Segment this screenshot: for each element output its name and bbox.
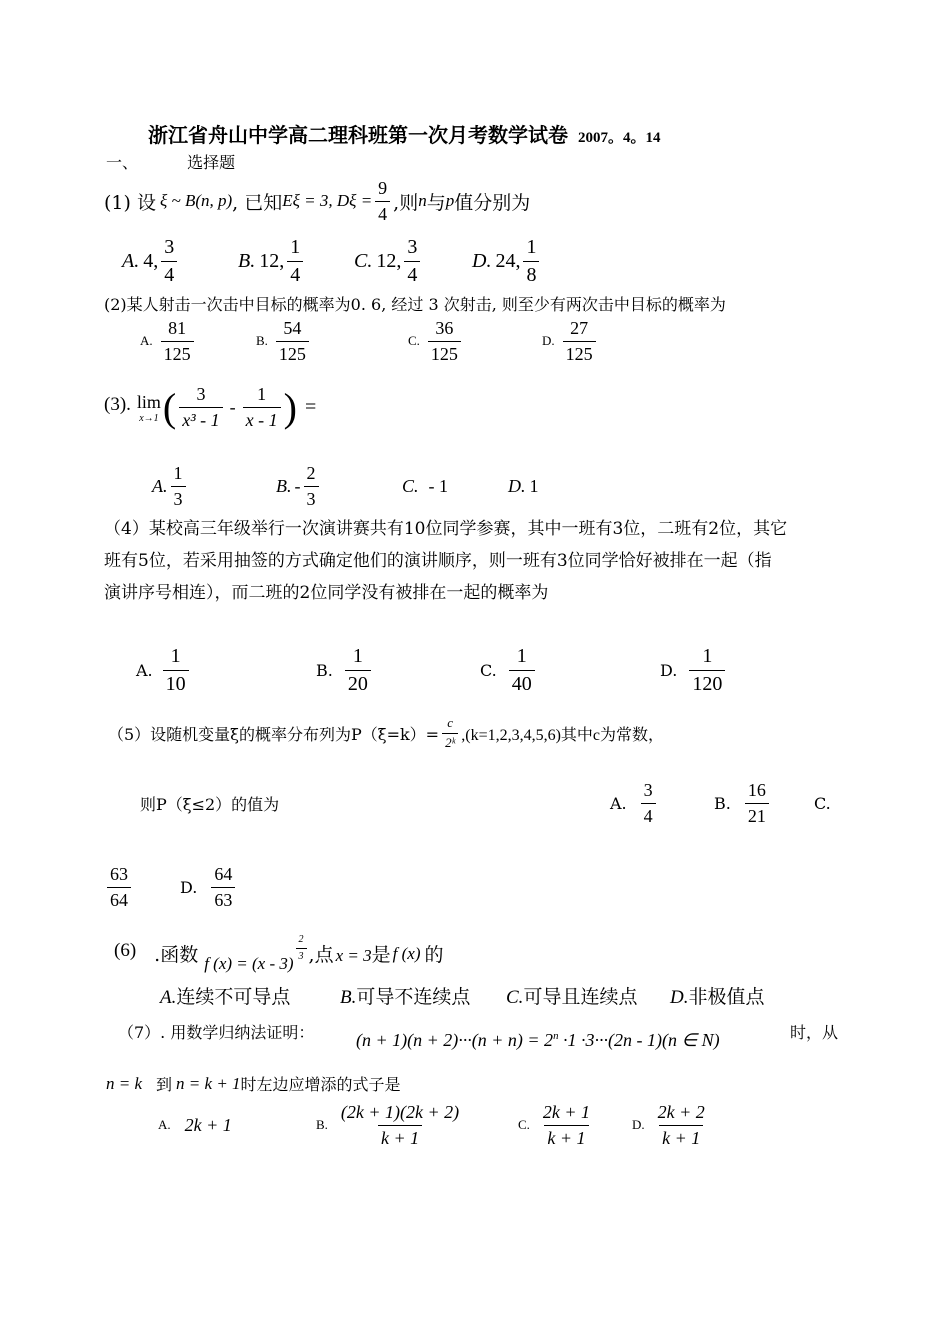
q7-option-b[interactable]: B. $\frac{(2k + 1)(2k + 2)}{k + 1}$ (316, 1102, 460, 1148)
q3-right-paren: ) (283, 385, 297, 430)
q6-fx: f (x) (392, 944, 421, 963)
q5-option-c-label[interactable]: C. (814, 793, 831, 813)
q5-options-row-1 (610, 780, 831, 826)
q5-prefix: （5）设随机变量ξ的概率分布列为P（ξ=k）= (108, 724, 440, 744)
q5-fraction: $\frac{c}{\text{2ᵏ}}$ (442, 716, 458, 751)
q2-option-a[interactable]: A. $\frac{81}{125}$ (140, 318, 256, 364)
q1-options (122, 236, 542, 287)
q6-number: (6) (114, 940, 137, 961)
q6-function: f (x) = (x - 3) (204, 954, 294, 973)
q3-fraction-2: $\frac{1}{x - 1}$ (243, 384, 281, 430)
q3-option-a[interactable]: A. $\frac{1}{3}$ (152, 463, 276, 509)
q7-formula: $(n + 1)(n + 2)\cdot\cdot\cdot(n + n) = 2^n \cdot 1 \cdot 3\cdot\cdot\cdot(2n - 1)(n$ ∈ N) (356, 1030, 720, 1050)
q1-condition: Eξ = 3, Dξ = (282, 191, 373, 211)
q6-option-c[interactable]: C.可导且连续点 (506, 986, 638, 1008)
q3-options (152, 463, 539, 509)
q6-options (160, 982, 765, 1009)
q6-of: 的 (424, 944, 444, 966)
question-5-line-2: 则P（ξ≤2）的值为 (140, 795, 280, 814)
q3-minus: - (229, 397, 236, 417)
q7-next: n = k + 1 (176, 1073, 241, 1093)
q7-option-c[interactable]: C. $\frac{2k + 1}{k + 1}$ (518, 1102, 591, 1148)
q1-option-c[interactable]: C. 12, $\frac{3}{4}$ (354, 236, 472, 287)
q2-option-d[interactable]: D. $\frac{27}{125}$ (542, 318, 599, 364)
q1-tail-3: 值分别为 (454, 191, 531, 214)
page-title (148, 119, 661, 148)
question-4-line-3: 演讲序号相连），而二班的2位同学没有被排在一起的概率为 (104, 583, 549, 603)
q2-option-b[interactable]: B. $\frac{54}{125}$ (256, 318, 408, 364)
q1-option-a[interactable]: A. 4, $\frac{3}{4}$ (122, 236, 238, 287)
q6-option-a[interactable]: A.连续不可导点 (160, 986, 291, 1008)
q3-left-paren: ( (162, 385, 177, 430)
section-heading (106, 150, 235, 173)
q5-option-d[interactable]: D. $\frac{64}{63}$ (180, 864, 238, 910)
question-7 (118, 1016, 848, 1056)
q4-option-c[interactable]: C. $\frac{1}{40}$ (480, 645, 660, 696)
q4-option-a[interactable]: A. $\frac{1}{10}$ (136, 645, 316, 696)
q1-tail-2: 与 (426, 191, 446, 214)
question-2: (2)某人射击一次击中目标的概率为0. 6, 经过 3 次射击, 则至少有两次击中目标的概率为 (104, 295, 726, 314)
section-label: 选择题 (187, 153, 236, 172)
q4-option-d[interactable]: D. $\frac{1}{120}$ (660, 645, 728, 696)
question-5 (108, 716, 664, 751)
q2-option-c[interactable]: C. $\frac{36}{125}$ (408, 318, 542, 364)
title-text: 浙江省舟山中学高二理科班第一次月考数学试卷 (148, 123, 568, 147)
q2-options (140, 318, 599, 364)
question-6 (114, 934, 444, 974)
q3-equals: = (304, 396, 317, 418)
q6-mid: ,点 (308, 944, 334, 966)
q5-suffix: ,(k=1,2,3,4,5,6)其中c为常数， (461, 726, 665, 744)
q1-option-b[interactable]: B. 12, $\frac{1}{4}$ (238, 236, 354, 287)
question-1 (104, 178, 530, 224)
q1-option-d[interactable]: D. 24, $\frac{1}{8}$ (472, 236, 542, 287)
q1-tail-1: ,则 (393, 191, 419, 214)
q6-point: x = 3 (335, 946, 372, 965)
q6-option-b[interactable]: B.可导不连续点 (340, 986, 471, 1008)
q1-distribution: ξ ~ B(n, p) (159, 191, 233, 211)
q1-known: , 已知 (232, 191, 283, 214)
q3-prefix: (3). (104, 394, 131, 415)
q1-prefix: (1) 设 (104, 191, 156, 214)
section-number: 一、 (106, 153, 139, 172)
q7-option-a[interactable]: A. 2k + 1 (158, 1114, 232, 1135)
question-4-line-1: （4）某校高三年级举行一次演讲赛共有10位同学参赛，其中一班有3位，二班有2位，其它 (104, 519, 788, 539)
q3-option-c[interactable]: C. - 1 (402, 475, 449, 496)
q1-p: p (445, 191, 455, 211)
q5-options-row-2 (104, 864, 238, 910)
q1-fraction: $\frac{9}{4}$ (375, 178, 390, 224)
q7-tail: 时左边应增添的式子是 (240, 1075, 401, 1094)
q7-options (158, 1102, 711, 1148)
q4-options (136, 645, 728, 696)
q3-option-b[interactable]: B. - $\frac{2}{3}$ (276, 463, 402, 509)
q7-from: n = k (106, 1073, 143, 1093)
q3-limit: lim x→1 (136, 391, 161, 424)
q5-option-c-value[interactable]: 63 64 (107, 864, 177, 910)
q4-option-b[interactable]: B. $\frac{1}{20}$ (316, 645, 480, 696)
exam-date: 2007。4。14 (578, 130, 661, 146)
q5-option-a[interactable]: A. $\frac{3}{4}$ (610, 780, 714, 826)
q7-to: 到 (156, 1075, 173, 1094)
q6-is: 是 (371, 944, 391, 966)
q6-exponent: $\frac{2}{3}$ (296, 934, 307, 962)
question-3 (104, 384, 316, 431)
question-7-line-2 (106, 1072, 401, 1095)
q5-option-b[interactable]: B. $\frac{16}{21}$ (714, 780, 814, 826)
question-4-line-2: 班有5位，若采用抽签的方式确定他们的演讲顺序，则一班有3位同学恰好被排在一起（指 (104, 551, 772, 571)
q6-prefix: .函数 (154, 944, 199, 966)
q7-prefix: （7）. 用数学归纳法证明： (118, 1023, 315, 1042)
q7-when: 时，从 (790, 1023, 839, 1042)
q1-n: n (418, 191, 427, 211)
q7-option-d[interactable]: D. $\frac{2k + 2}{k + 1}$ (632, 1102, 705, 1148)
q3-fraction-1: $\frac{3}{\text{x³ - 1}}$ (179, 384, 222, 430)
q6-option-d[interactable]: D.非极值点 (670, 986, 765, 1008)
q3-option-d[interactable]: D. 1 (508, 475, 539, 496)
